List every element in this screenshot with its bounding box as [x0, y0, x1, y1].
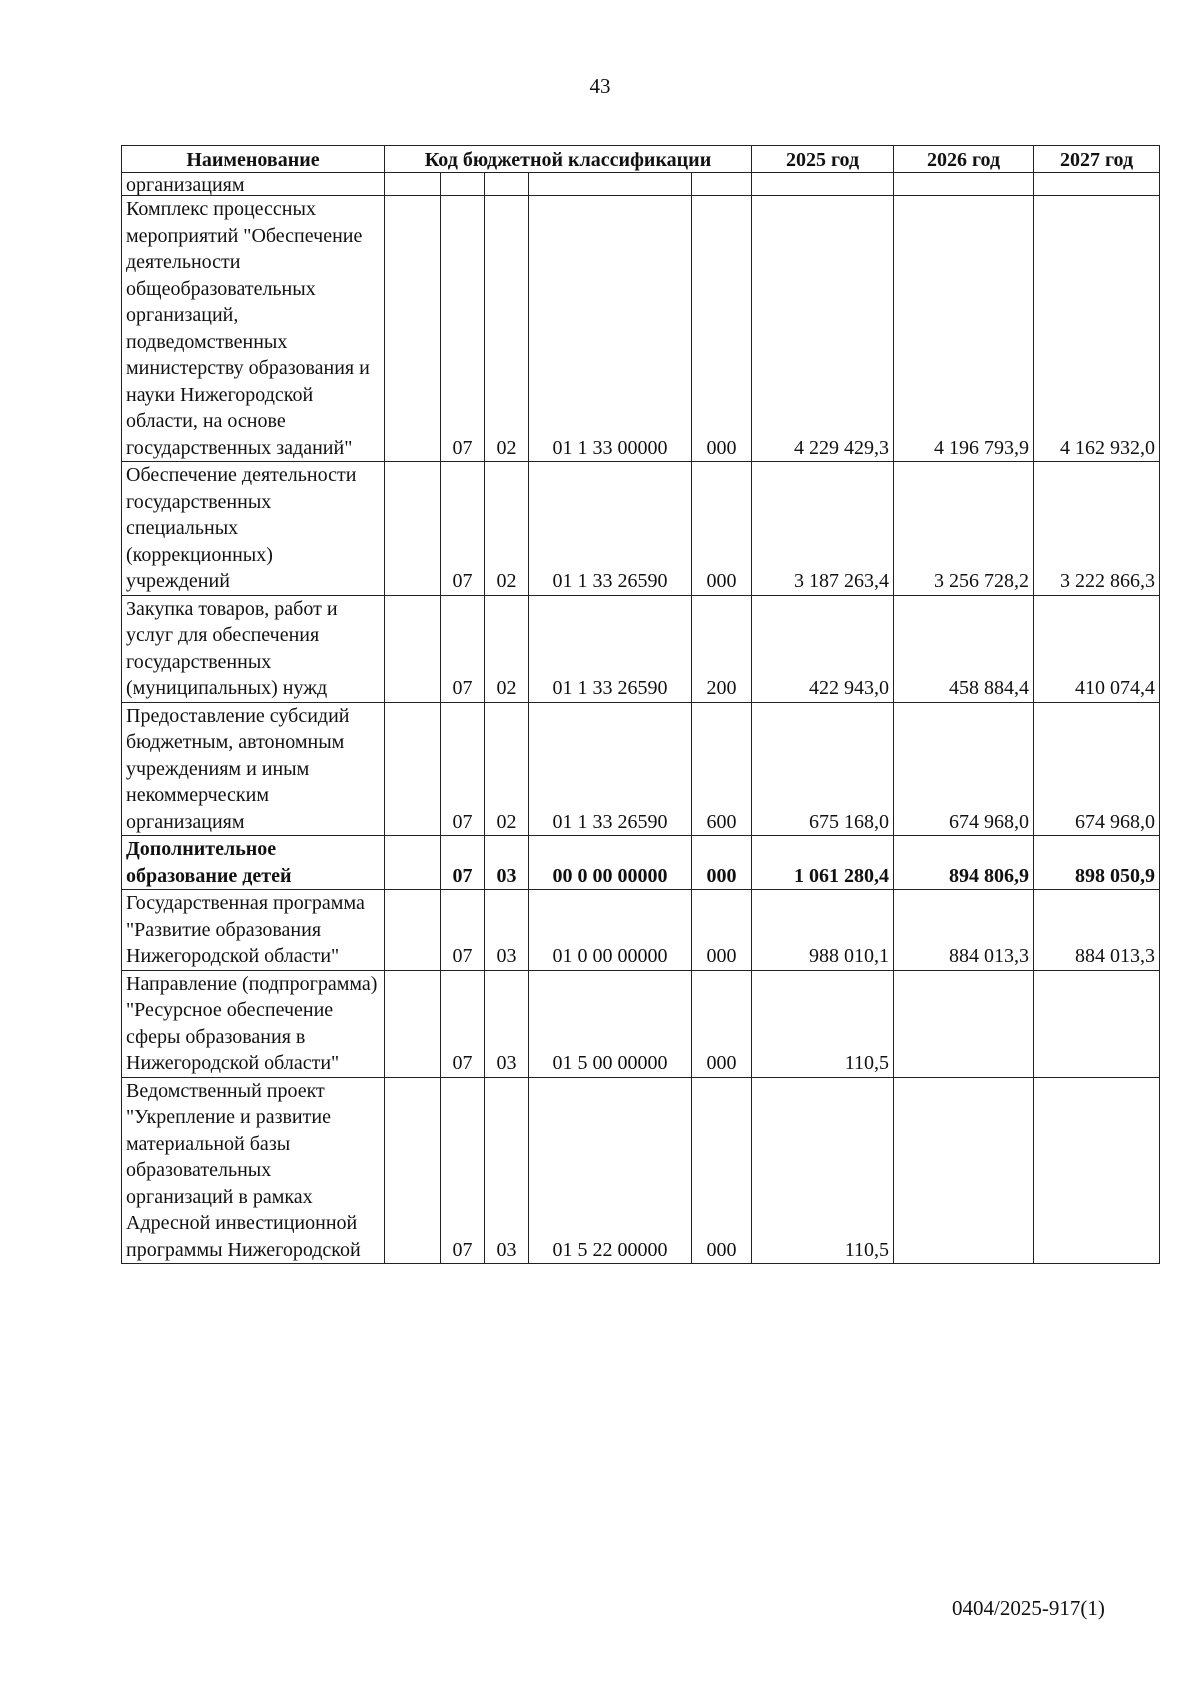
row-expense-type: 000 — [692, 462, 752, 596]
row-target-article: 01 1 33 26590 — [529, 702, 692, 836]
row-value-2027: 4 162 932,0 — [1034, 196, 1160, 462]
row-name: Предоставление субсидий бюджетным, автономным учреждениям и иным некоммерческим организациям — [122, 702, 385, 836]
row-value-2025: 675 168,0 — [752, 702, 894, 836]
row-subsection: 03 — [485, 970, 529, 1077]
row-section: 07 — [441, 836, 485, 890]
row-value-2025: 988 010,1 — [752, 890, 894, 971]
row-value-2025: 1 061 280,4 — [752, 836, 894, 890]
header-2026: 2026 год — [894, 146, 1034, 173]
table-row — [122, 890, 1160, 971]
row-target-article: 01 5 00 00000 — [529, 970, 692, 1077]
row-value-2026: 674 968,0 — [894, 702, 1034, 836]
row-expense-type: 000 — [692, 890, 752, 971]
row-empty-code — [385, 196, 441, 462]
row-name: Дополнительное образование детей — [122, 836, 385, 890]
table-body — [122, 173, 1160, 1264]
row-empty-code — [385, 595, 441, 702]
table-row — [122, 702, 1160, 836]
row-name: Комплекс процессных мероприятий "Обеспечение деятельности общеобразовательных организаций, подведомственных министерству образования и науки Нижегородской области, на основе государственных заданий" — [122, 196, 385, 462]
row-section: 07 — [441, 890, 485, 971]
row-value-2027: 884 013,3 — [1034, 890, 1160, 971]
row-expense-type: 000 — [692, 196, 752, 462]
document-code: 0404/2025-917(1) — [952, 1596, 1105, 1620]
header-2027: 2027 год — [1034, 146, 1160, 173]
row-value-2025 — [752, 173, 894, 196]
row-name: организациям — [122, 173, 385, 196]
row-value-2026: 4 196 793,9 — [894, 196, 1034, 462]
row-value-2026 — [894, 970, 1034, 1077]
row-empty-code — [385, 890, 441, 971]
row-empty-code — [385, 1077, 441, 1264]
header-name: Наименование — [122, 146, 385, 173]
row-empty-code — [385, 702, 441, 836]
row-value-2025: 4 229 429,3 — [752, 196, 894, 462]
row-name: Государственная программа "Развитие образования Нижегородской области" — [122, 890, 385, 971]
row-target-article: 01 5 22 00000 — [529, 1077, 692, 1264]
row-expense-type: 000 — [692, 970, 752, 1077]
row-expense-type: 000 — [692, 836, 752, 890]
row-expense-type — [692, 173, 752, 196]
row-value-2026 — [894, 1077, 1034, 1264]
row-value-2027: 898 050,9 — [1034, 836, 1160, 890]
row-value-2027: 3 222 866,3 — [1034, 462, 1160, 596]
row-section: 07 — [441, 702, 485, 836]
page-number: 43 — [589, 74, 611, 98]
row-subsection: 02 — [485, 196, 529, 462]
row-name: Закупка товаров, работ и услуг для обеспечения государственных (муниципальных) нужд — [122, 595, 385, 702]
row-empty-code — [385, 970, 441, 1077]
row-expense-type: 600 — [692, 702, 752, 836]
row-subsection: 03 — [485, 836, 529, 890]
row-value-2025: 422 943,0 — [752, 595, 894, 702]
table-row — [122, 196, 1160, 462]
row-value-2026: 3 256 728,2 — [894, 462, 1034, 596]
row-value-2027: 674 968,0 — [1034, 702, 1160, 836]
row-name: Направление (подпрограмма) "Ресурсное обеспечение сферы образования в Нижегородской области" — [122, 970, 385, 1077]
row-value-2025: 3 187 263,4 — [752, 462, 894, 596]
budget-table — [121, 145, 1160, 1264]
row-section: 07 — [441, 196, 485, 462]
row-subsection: 02 — [485, 702, 529, 836]
row-subsection: 03 — [485, 890, 529, 971]
row-section — [441, 173, 485, 196]
row-value-2026 — [894, 173, 1034, 196]
header-code: Код бюджетной классификации — [385, 146, 752, 173]
row-subsection: 02 — [485, 595, 529, 702]
table-row — [122, 836, 1160, 890]
header-2025: 2025 год — [752, 146, 894, 173]
row-value-2026: 458 884,4 — [894, 595, 1034, 702]
table-row — [122, 1077, 1160, 1264]
row-expense-type: 200 — [692, 595, 752, 702]
row-target-article: 01 1 33 26590 — [529, 462, 692, 596]
row-value-2025: 110,5 — [752, 1077, 894, 1264]
table-row — [122, 173, 1160, 196]
row-value-2026: 894 806,9 — [894, 836, 1034, 890]
row-value-2027 — [1034, 173, 1160, 196]
row-section: 07 — [441, 595, 485, 702]
row-empty-code — [385, 173, 441, 196]
row-empty-code — [385, 462, 441, 596]
row-value-2026: 884 013,3 — [894, 890, 1034, 971]
row-subsection: 03 — [485, 1077, 529, 1264]
row-value-2027: 410 074,4 — [1034, 595, 1160, 702]
row-target-article — [529, 173, 692, 196]
row-value-2027 — [1034, 1077, 1160, 1264]
table-header-row — [122, 146, 1160, 173]
row-empty-code — [385, 836, 441, 890]
row-expense-type: 000 — [692, 1077, 752, 1264]
row-value-2027 — [1034, 970, 1160, 1077]
row-section: 07 — [441, 462, 485, 596]
row-section: 07 — [441, 1077, 485, 1264]
table-row — [122, 462, 1160, 596]
row-target-article: 01 1 33 26590 — [529, 595, 692, 702]
row-subsection: 02 — [485, 462, 529, 596]
row-name: Обеспечение деятельности государственных специальных (коррекционных) учреждений — [122, 462, 385, 596]
row-target-article: 00 0 00 00000 — [529, 836, 692, 890]
row-section: 07 — [441, 970, 485, 1077]
row-value-2025: 110,5 — [752, 970, 894, 1077]
table-row — [122, 595, 1160, 702]
table-row — [122, 970, 1160, 1077]
row-target-article: 01 0 00 00000 — [529, 890, 692, 971]
row-subsection — [485, 173, 529, 196]
row-target-article: 01 1 33 00000 — [529, 196, 692, 462]
row-name: Ведомственный проект "Укрепление и развитие материальной базы образовательных организаций в рамках Адресной инвестиционной программы Нижегородской — [122, 1077, 385, 1264]
